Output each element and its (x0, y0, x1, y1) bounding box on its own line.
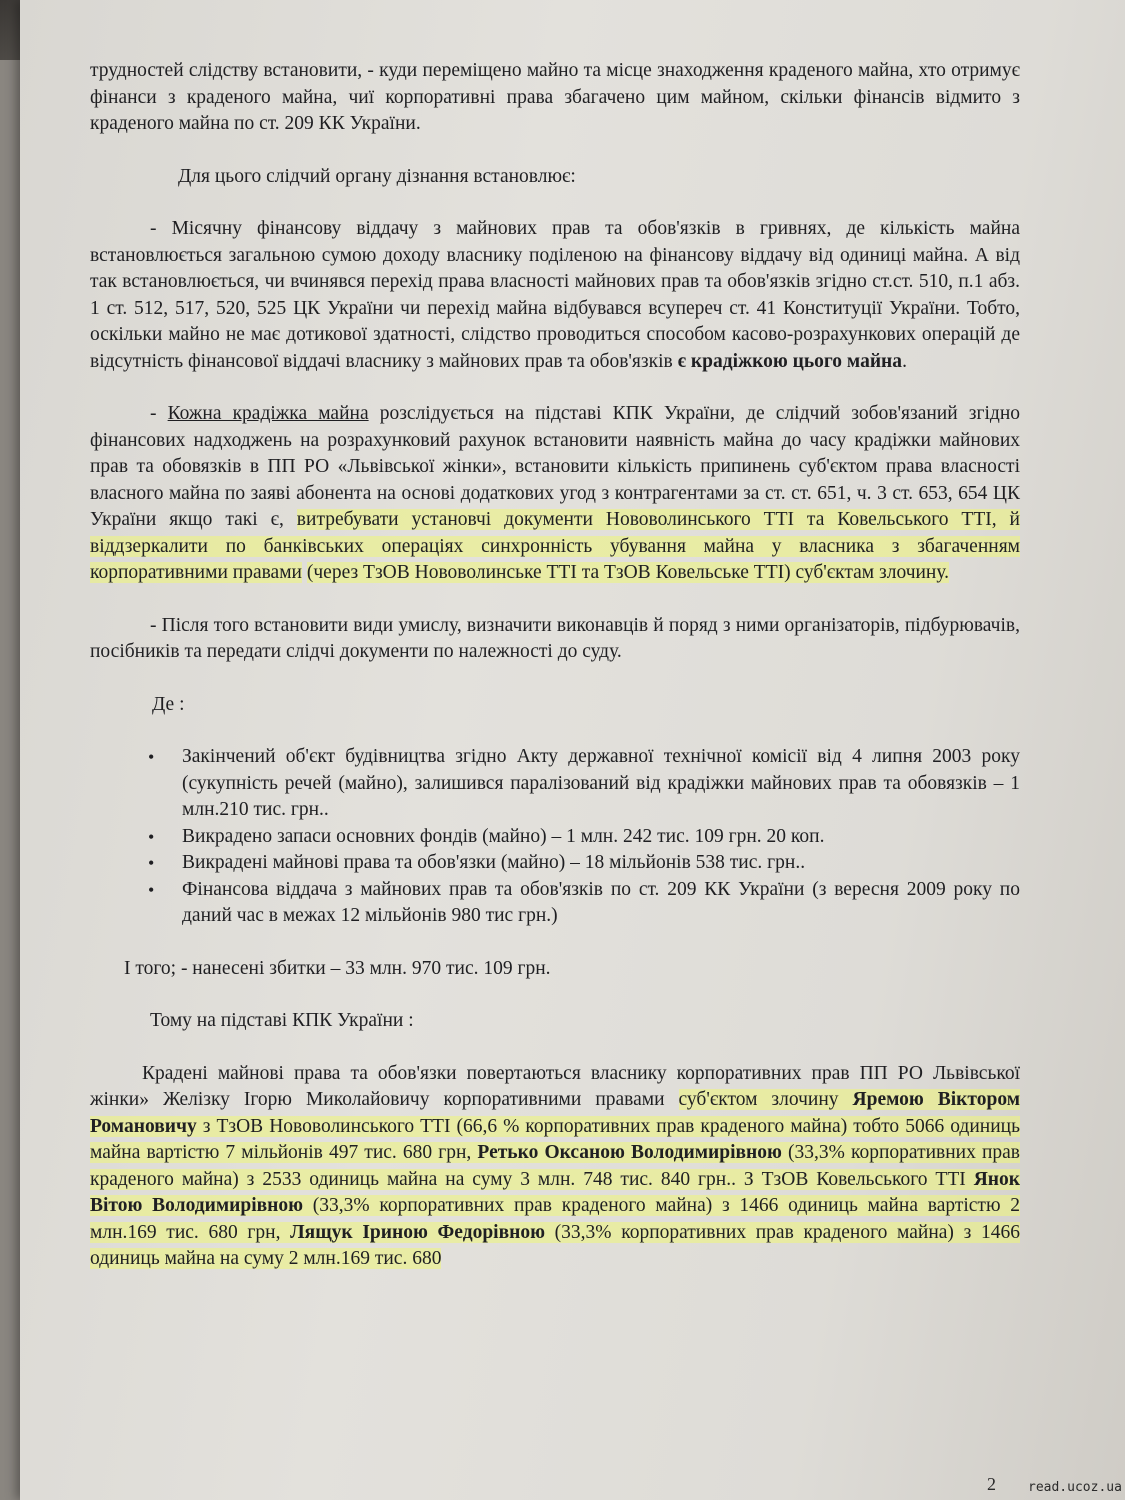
highlight-subject: суб'єктом злочину (678, 1089, 853, 1110)
paragraph-establishes: Для цього слідчий органу дізнання встановлює: (178, 165, 576, 187)
document-body (90, 58, 1020, 1273)
list-item: • Викрадено запаси основних фондів (майно) – 1 млн. 242 тис. 109 грн. 20 коп. (182, 824, 1020, 851)
document-page (20, 0, 1125, 1500)
page-number: 2 (987, 1474, 996, 1494)
label-where: Де : (152, 693, 185, 715)
damages-list (90, 744, 1020, 930)
paragraph-therefore: Тому на підставі КПК України : (150, 1010, 414, 1031)
person-name-4: Лящук Іриною Федорівною (290, 1221, 545, 1243)
person-name-3: Янок Вітою Володимирівною (90, 1168, 1020, 1216)
paragraph-after-that: - Після того встановити види умислу, визначити виконавців й поряд з ними організаторів, підбурювачів, посібників та передати слідчі документи по належності до суду. (90, 614, 1020, 662)
list-item: • Фінансова віддача з майнових прав та обов'язків по ст. 209 КК України (з вересня 2009 року по даний час в межах 12 мільйонів 980 тис грн.) (182, 877, 1020, 930)
underlined-heading: Кожна крадіжка майна (167, 403, 369, 424)
watermark: read.ucoz.ua (1028, 1480, 1122, 1495)
bold-theft-phrase: є крадіжкою цього майна (677, 350, 903, 372)
paragraph-stolen-rights: Крадені майнові права та обов'язки повертаються власнику корпоративних прав ПП РО Львівської жінки» Желізку Ігорю Миколайовичу корпоративними правами суб'єктом злочину Яремою Віктором Романовичу з ТзОВ Нововолинського ТТІ (66,6 % корпоративних прав краденого майна) тобто 5066 одиниць майна вартістю 7 мільйонів 497 тис. 680 грн, Ретько Оксаною Володимирівною (33,3% корпоративних прав краденого майна) з 2533 одиниць майна на суму 3 млн. 748 тис. 840 грн.. З ТзОВ Ковельського ТТІ Янок Вітою Володимирівною (33,3% корпоративних прав краденого майна) з 1466 одиниць майна вартістю 2 млн.169 тис. 680 грн, Лящук Іриною Федорівною (33,3% корпоративних прав краденого майна) з 1466 одиниць майна на суму 2 млн.169 тис. 680 (90, 1062, 1021, 1269)
list-item: • Викрадені майнові права та обов'язки (майно) – 18 мільйонів 538 тис. грн.. (182, 850, 1020, 877)
paragraph-intro: трудностей слідству встановити, - куди переміщено майно та місце знаходження краденого майна, хто отримує фінанси з краденого майна, чиї корпоративні права збагачено цим майном, скільки фінансів відмито з краденого майна по ст. 209 КК України. (90, 60, 1020, 134)
highlight-entities: (через ТзОВ Нововолинське ТТІ та ТзОВ Ковельське ТТІ) суб'єктам злочину. (306, 562, 950, 583)
paragraph-monthly-return: - Місячну фінансову віддачу з майнових прав та обов'язків в гривнях, де кількість майна встановлюється загальною сумою доходу власнику поділеною на фінансову віддачу від одиниці майна. А від так встановлюється, чи вчинявся перехід права власності майнових прав та обов'язків згідно ст.ст. 510, п.1 абз. 1 ст. 512, 517, 520, 525 ЦК України чи перехід майна відбувався всупереч ст. 41 Конституції України. Тобто, оскільки майно не має дотикової здатності, слідство проводиться способом касово-розрахункових операцій де відсутність фінансової віддачі власнику з майнових прав та обов'язків є крадіжкою цього майна. (90, 218, 1020, 372)
person-name-1: Яремою Віктором Романовичу (90, 1089, 1020, 1137)
paragraph-each-theft: - Кожна крадіжка майна розслідується на підставі КПК України, де слідчий зобов'язаний згідно фінансових надходжень на розрахунковий рахунок встановити наявність майна до часу крадіжки майнових прав та обовязків в ПП РО «Львівської жінки», встановити кількість припинень суб'єктом права власності власного майна по заяві абонента на основі додаткових угод з контрагентами за ст. ст. 651, ч. 3 ст. 653, 654 ЦК України якщо такі є, витребувати установчі документи Нововолинського ТТІ та Ковельського ТТІ, й віддзеркалити по банківських операціях синхронність убування майна у власника з збагаченням корпоративними правами (через ТзОВ Нововолинське ТТІ та ТзОВ Ковельське ТТІ) суб'єктам злочину. (90, 403, 1021, 583)
list-item: • Закінчений об'єкт будівництва згідно Акту державної технічної комісії від 4 липня 2003 року (сукупність речей (майно), залишився паралізований від крадіжки майнових прав та обовязків – 1 млн.210 тис. грн.. (182, 744, 1020, 824)
total-damages: І того; - нанесені збитки – 33 млн. 970 тис. 109 грн. (124, 957, 551, 979)
highlight-documents: витребувати установчі документи Нововолинського ТТІ та Ковельського ТТІ, й віддзеркалити по банківських операціях синхронність убування майна у власника з збагаченням корпоративними правами (90, 509, 1020, 583)
person-name-2: Ретько Оксаною Володимирівною (477, 1142, 782, 1163)
